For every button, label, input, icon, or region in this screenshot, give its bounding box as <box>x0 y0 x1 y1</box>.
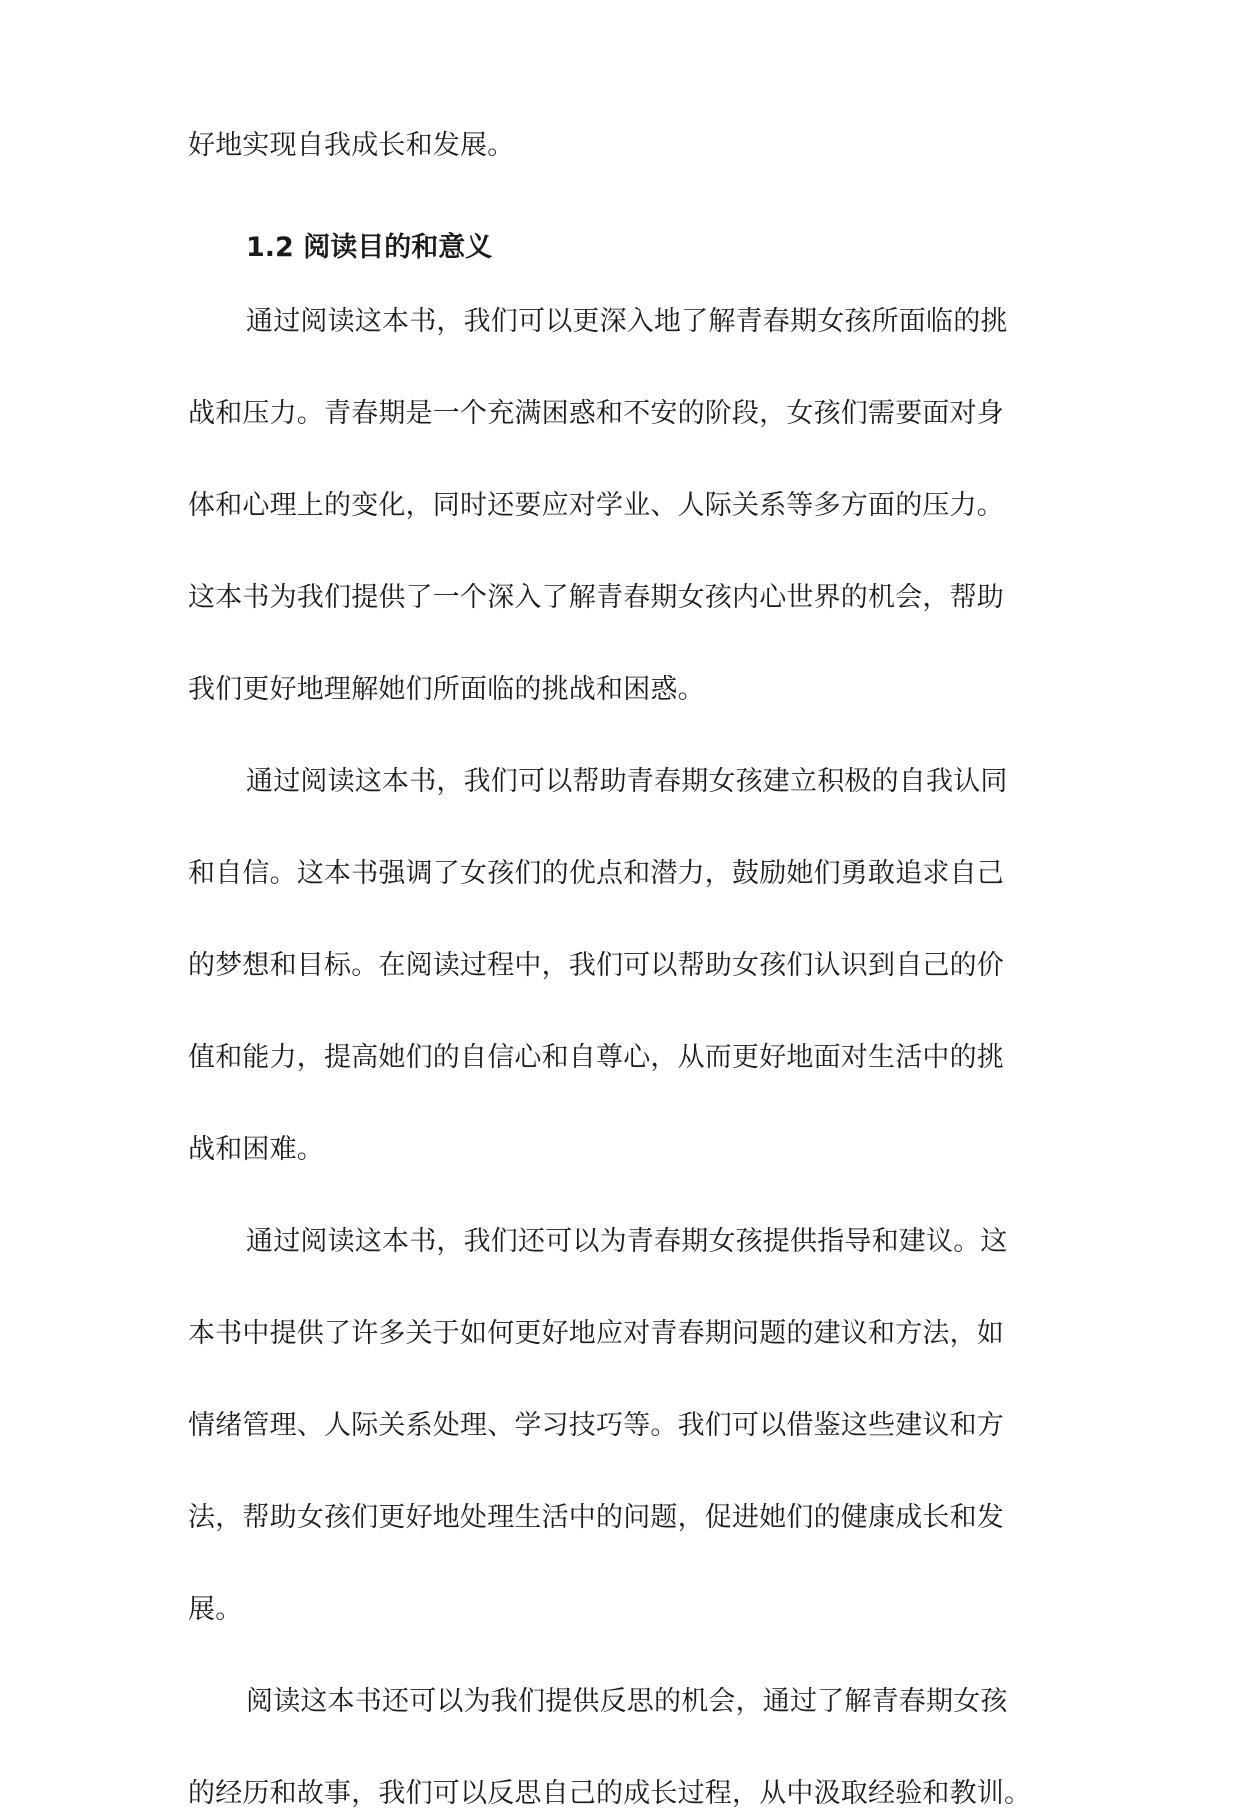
paragraph-line: 我们更好地理解她们所面临的挑战和困惑。 <box>188 674 705 705</box>
paragraph-line: 和自信。这本书强调了女孩们的优点和潜力，鼓励她们勇敢追求自己 <box>188 858 1004 889</box>
paragraph-line: 的梦想和目标。在阅读过程中，我们可以帮助女孩们认识到自己的价 <box>188 950 1004 981</box>
paragraph-line: 本书中提供了许多关于如何更好地应对青春期问题的建议和方法，如 <box>188 1318 1004 1349</box>
paragraph-1 <box>188 302 1058 710</box>
paragraph-line: 值和能力，提高她们的自信心和自尊心，从而更好地面对生活中的挑 <box>188 1042 1004 1073</box>
paragraph-line: 通过阅读这本书，我们可以帮助青春期女孩建立积极的自我认同 <box>246 766 1008 797</box>
paragraph-line: 战和压力。青春期是一个充满困惑和不安的阶段，女孩们需要面对身 <box>188 398 1004 429</box>
paragraph-line: 情绪管理、人际关系处理、学习技巧等。我们可以借鉴这些建议和方 <box>188 1410 1004 1441</box>
paragraph-line: 的经历和故事，我们可以反思自己的成长过程，从中汲取经验和教训。 <box>188 1778 1032 1809</box>
continuation-line: 好地实现自我成长和发展。 <box>188 130 515 161</box>
document-page <box>188 126 1058 1814</box>
paragraph-line: 通过阅读这本书，我们可以更深入地了解青春期女孩所面临的挑 <box>246 306 1008 337</box>
paragraph-line: 通过阅读这本书，我们还可以为青春期女孩提供指导和建议。这 <box>246 1226 1008 1257</box>
paragraph-2 <box>188 762 1058 1170</box>
paragraph-line: 战和困难。 <box>188 1134 324 1165</box>
paragraph-3 <box>188 1222 1058 1630</box>
paragraph-line: 法，帮助女孩们更好地处理生活中的问题，促进她们的健康成长和发 <box>188 1502 1004 1533</box>
paragraph-line: 展。 <box>188 1594 243 1625</box>
paragraph-4 <box>188 1682 1058 1814</box>
paragraph-line: 阅读这本书还可以为我们提供反思的机会，通过了解青春期女孩 <box>246 1686 1008 1717</box>
section-heading: 1.2 阅读目的和意义 <box>246 232 493 263</box>
paragraph-line: 体和心理上的变化，同时还要应对学业、人际关系等多方面的压力。 <box>188 490 1004 521</box>
paragraph-line: 这本书为我们提供了一个深入了解青春期女孩内心世界的机会，帮助 <box>188 582 1004 613</box>
